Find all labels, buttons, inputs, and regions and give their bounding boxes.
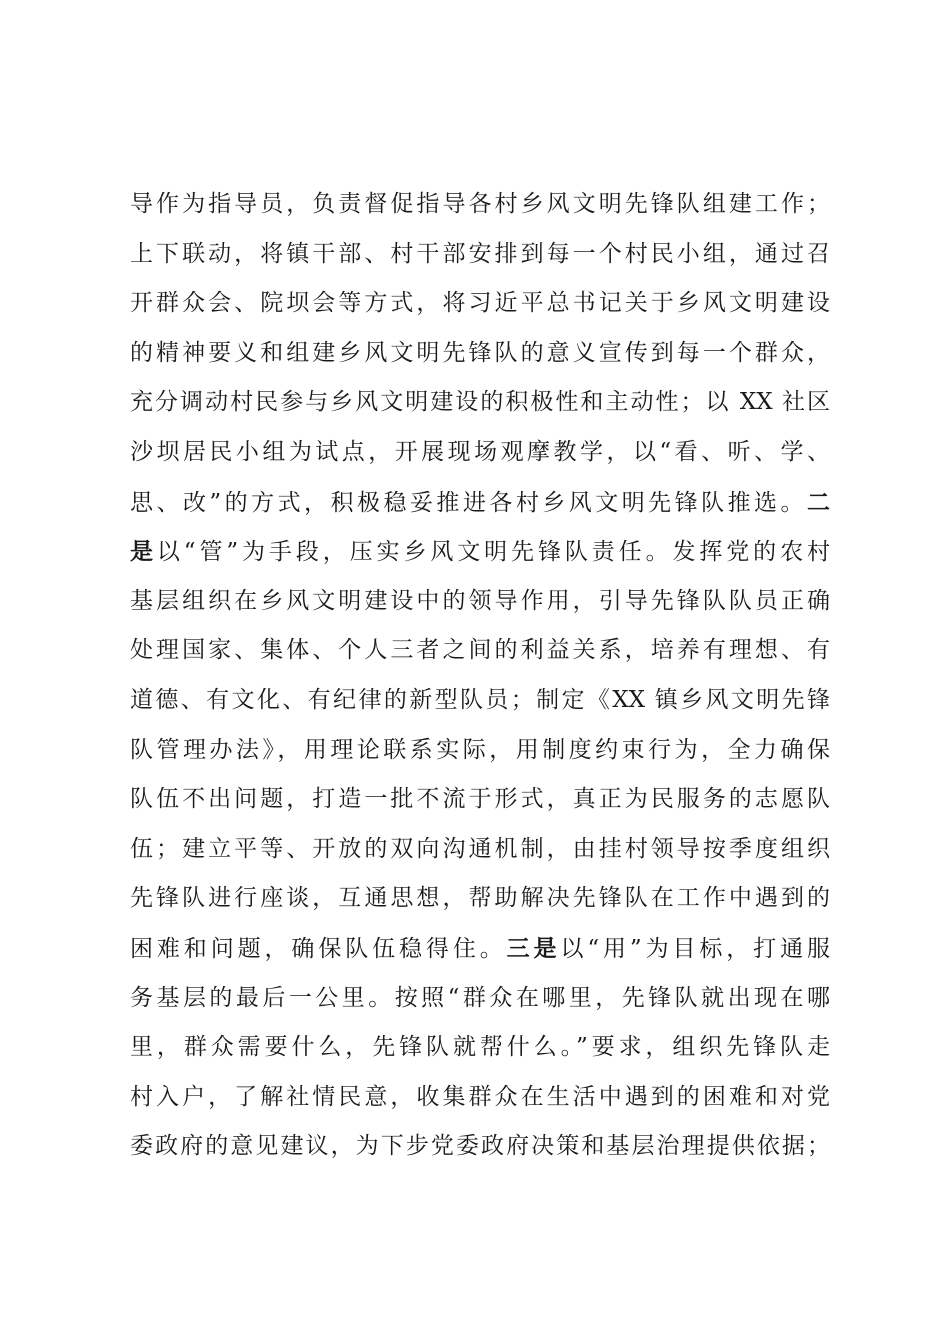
bold-text-segment: 三是 bbox=[506, 934, 561, 962]
text-segment: 伍；建立平等、开放的双向沟通机制，由挂村领导按季度组织 bbox=[130, 835, 830, 862]
text-segment: 务基层的最后一公里。按照“群众在哪里，先锋队就出现在哪 bbox=[130, 984, 830, 1011]
text-line bbox=[130, 478, 830, 528]
text-segment: 开群众会、院坝会等方式，将习近平总书记关于乡风文明建设 bbox=[130, 290, 830, 317]
text-segment: 队管理办法》，用理论联系实际，用制度约束行为，全力确保 bbox=[130, 736, 830, 763]
text-segment: 以“管”为手段，压实乡风文明先锋队责任。发挥党的农村 bbox=[156, 539, 830, 566]
text-segment: 里，群众需要什么，先锋队就帮什么。”要求，组织先锋队走 bbox=[130, 1034, 830, 1061]
text-line bbox=[130, 726, 830, 776]
text-line bbox=[130, 180, 830, 230]
body-paragraph bbox=[130, 180, 830, 1172]
text-line bbox=[130, 974, 830, 1024]
text-line bbox=[130, 230, 830, 280]
text-line bbox=[130, 1122, 830, 1172]
text-segment: 的精神要义和组建乡风文明先锋队的意义宣传到每一个群众， bbox=[130, 339, 830, 366]
text-segment: 道德、有文化、有纪律的新型队员；制定《XX 镇乡风文明先锋 bbox=[130, 686, 830, 713]
text-line bbox=[130, 825, 830, 875]
text-line bbox=[130, 676, 830, 726]
text-segment: 思、改”的方式，积极稳妥推进各村乡风文明先锋队推选。 bbox=[130, 489, 807, 516]
text-segment: 困难和问题，确保队伍稳得住。 bbox=[130, 935, 507, 962]
text-segment: 沙坝居民小组为试点，开展现场观摩教学，以“看、听、学、 bbox=[130, 438, 830, 465]
text-segment: 上下联动，将镇干部、村干部安排到每一个村民小组，通过召 bbox=[130, 240, 830, 267]
text-segment: 先锋队进行座谈，互通思想，帮助解决先锋队在工作中遇到的 bbox=[130, 885, 830, 912]
text-segment: 委政府的意见建议，为下步党委政府决策和基层治理提供依据； bbox=[130, 1133, 830, 1160]
text-line bbox=[130, 279, 830, 329]
bold-text-segment: 是 bbox=[130, 538, 157, 566]
text-line bbox=[130, 1073, 830, 1123]
text-segment: 充分调动村民参与乡风文明建设的积极性和主动性；以 XX 社区 bbox=[130, 389, 830, 416]
text-line bbox=[130, 577, 830, 627]
text-line bbox=[130, 874, 830, 924]
text-line bbox=[130, 626, 830, 676]
text-line bbox=[130, 1023, 830, 1073]
text-segment: 队伍不出问题，打造一批不流于形式，真正为民服务的志愿队 bbox=[130, 786, 830, 813]
text-segment: 处理国家、集体、个人三者之间的利益关系，培养有理想、有 bbox=[130, 637, 830, 664]
text-segment: 基层组织在乡风文明建设中的领导作用，引导先锋队队员正确 bbox=[130, 587, 830, 614]
text-line bbox=[130, 924, 830, 974]
text-line bbox=[130, 329, 830, 379]
text-segment: 村入户，了解社情民意，收集群众在生活中遇到的困难和对党 bbox=[130, 1083, 830, 1110]
bold-text-segment: 二 bbox=[807, 488, 830, 516]
text-line bbox=[130, 527, 830, 577]
text-segment: 导作为指导员，负责督促指导各村乡风文明先锋队组建工作； bbox=[130, 191, 830, 217]
text-line bbox=[130, 378, 830, 428]
text-segment: 以“用”为目标，打通服 bbox=[560, 935, 830, 962]
text-line bbox=[130, 775, 830, 825]
text-line bbox=[130, 428, 830, 478]
